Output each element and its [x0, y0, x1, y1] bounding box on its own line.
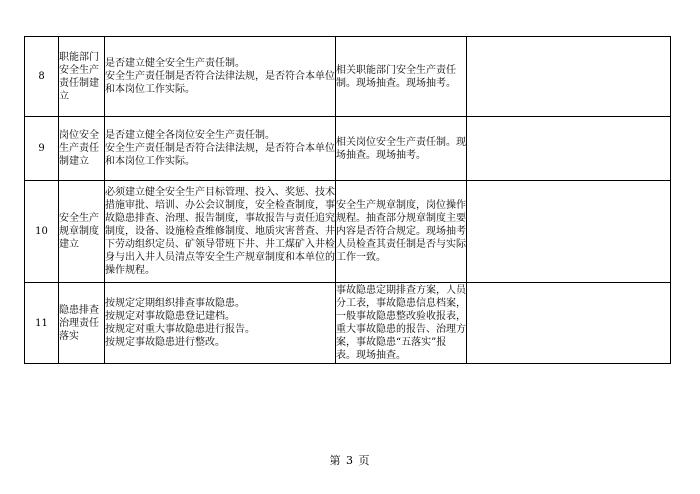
check-requirement: 按规定定期组织排查事故隐患。 按规定对事故隐患登记建档。 按规定对重大事故隐患进行报告。 按规定事故隐患进行整改。 — [105, 283, 336, 364]
row-number: 10 — [25, 181, 59, 283]
check-requirement: 必须建立健全安全生产目标管理、投入、奖惩、技术措施审批、培训、办公会议制度，安全检查制度，事故隐患排查、治理、报告制度，事故报告与责任追究制度，设备、设施检查维修制度、地质灾害普查、井下劳动组织定员、矿领导带班下井、井工煤矿入井检身与出入井人员清点等安全生产规章制度和本单位的操作规程。 — [105, 181, 336, 283]
check-requirement: 是否建立健全安全生产责任制。 安全生产责任制是否符合法律法规，是否符合本单位和本岗位工作实际。 — [105, 37, 336, 117]
table-row — [25, 181, 671, 283]
check-item: 安全生产规章制度建立 — [59, 181, 105, 283]
check-method: 相关岗位安全生产责任制。现场抽查。现场抽考。 — [336, 117, 467, 181]
blank-cell — [467, 283, 671, 364]
page-number: 第 3 页 — [329, 454, 371, 467]
table-row — [25, 37, 671, 117]
check-item: 职能部门安全生产责任制建立 — [59, 37, 105, 117]
check-method: 事故隐患定期排查方案，人员分工表，事故隐患信息档案，一般事故隐患整改验收报表，重大事故隐患的报告、治理方案，事故隐患“五落实”报表。现场抽查。 — [336, 283, 467, 364]
check-method: 相关职能部门安全生产责任制。现场抽查。现场抽考。 — [336, 37, 467, 117]
check-item: 岗位安全生产责任制建立 — [59, 117, 105, 181]
row-number: 11 — [25, 283, 59, 364]
blank-cell — [467, 117, 671, 181]
blank-cell — [467, 37, 671, 117]
row-number: 9 — [25, 117, 59, 181]
check-requirement: 是否建立健全各岗位安全生产责任制。 安全生产责任制是否符合法律法规，是否符合本单位和本岗位工作实际。 — [105, 117, 336, 181]
blank-cell — [467, 181, 671, 283]
inspection-table — [24, 36, 671, 364]
row-number: 8 — [25, 37, 59, 117]
table-row — [25, 283, 671, 364]
table-row — [25, 117, 671, 181]
check-method: 安全生产规章制度，岗位操作规程。抽查部分规章制度主要内容是否符合规定。现场抽考人员检查其责任制是否与实际工作一致。 — [336, 181, 467, 283]
check-item: 隐患排查治理责任落实 — [59, 283, 105, 364]
